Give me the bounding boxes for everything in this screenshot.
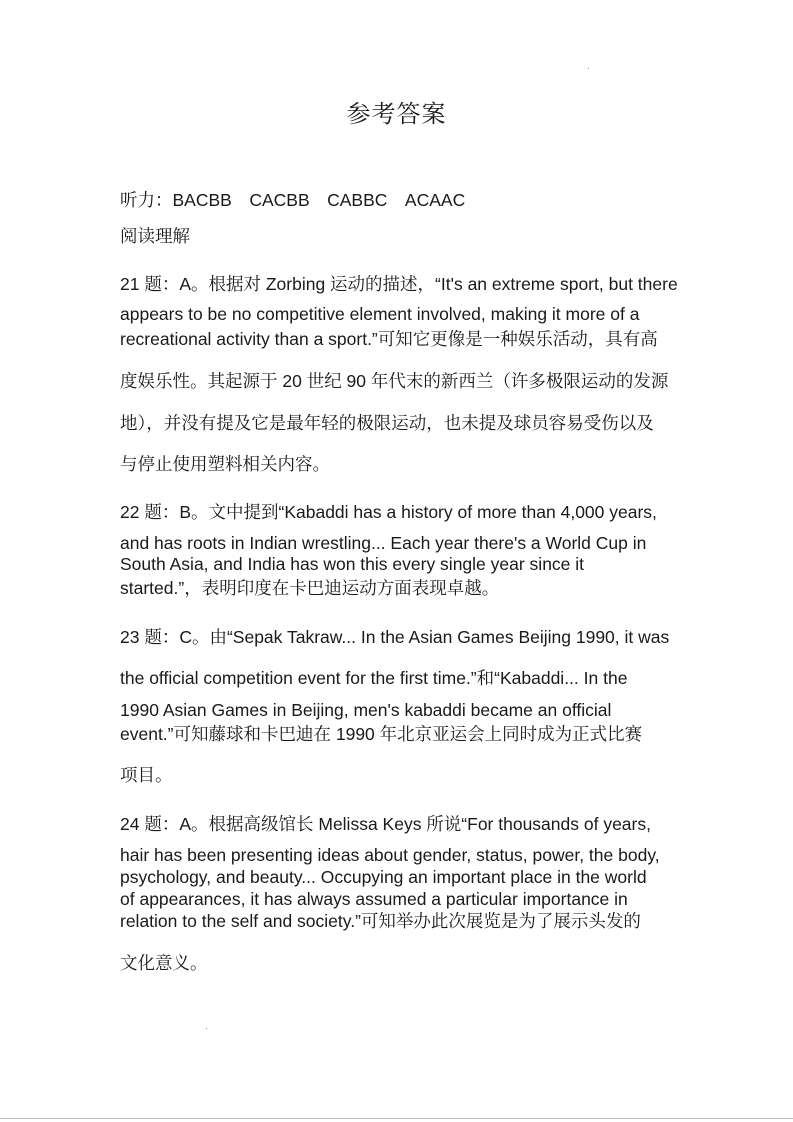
q22-line: South Asia, and India has won this every single year since it [120, 554, 585, 574]
q23-line: 项目。 [120, 765, 173, 785]
q24-line: 24 题：A。根据高级馆长 Melissa Keys 所说“For thousands of years, [120, 814, 651, 834]
q21-line: recreational activity than a sport.”可知它更像是一种娱乐活动，具有高 [120, 329, 658, 349]
q24-line: hair has been presenting ideas about gender, status, power, the body, [120, 845, 660, 865]
q21-line: 度娱乐性。其起源于 20 世纪 90 年代末的新西兰（许多极限运动的发源 [120, 371, 669, 391]
q21-line: 与停止使用塑料相关内容。 [120, 454, 330, 474]
scan-speck [588, 68, 589, 69]
q21-line: appears to be no competitive element involved, making it more of a [120, 304, 640, 324]
q24-line: psychology, and beauty... Occupying an important place in the world [120, 867, 647, 887]
q23-line: 23 题：C。由“Sepak Takraw... In the Asian Games Beijing 1990, it was [120, 627, 670, 647]
q23-line: 1990 Asian Games in Beijing, men's kabaddi became an official [120, 700, 612, 720]
q22-line: and has roots in Indian wrestling... Each year there's a World Cup in [120, 533, 647, 553]
reading-heading: 阅读理解 [120, 226, 190, 246]
q24-line: relation to the self and society.”可知举办此次展览是为了展示头发的 [120, 911, 641, 931]
q23-line: the official competition event for the first time.”和“Kabaddi... In the [120, 668, 628, 688]
page-bottom-rule [0, 1118, 793, 1119]
q22-line: 22 题：B。文中提到“Kabaddi has a history of more than 4,000 years, [120, 502, 657, 522]
q24-line: 文化意义。 [120, 953, 208, 973]
q21-line: 21 题：A。根据对 Zorbing 运动的描述，“It's an extreme sport, but there [120, 274, 678, 294]
q22-line: started.”，表明印度在卡巴迪运动方面表现卓越。 [120, 578, 500, 598]
q24-line: of appearances, it has always assumed a particular importance in [120, 889, 628, 909]
page-title: 参考答案 [346, 100, 447, 128]
listening-answers: 听力：BACBB CACBB CABBC ACAAC [120, 190, 466, 210]
scan-speck [206, 1028, 207, 1029]
q23-line: event.”可知藤球和卡巴迪在 1990 年北京亚运会上同时成为正式比赛 [120, 724, 643, 744]
q21-line: 地），并没有提及它是最年轻的极限运动，也未提及球员容易受伤以及 [120, 413, 654, 433]
